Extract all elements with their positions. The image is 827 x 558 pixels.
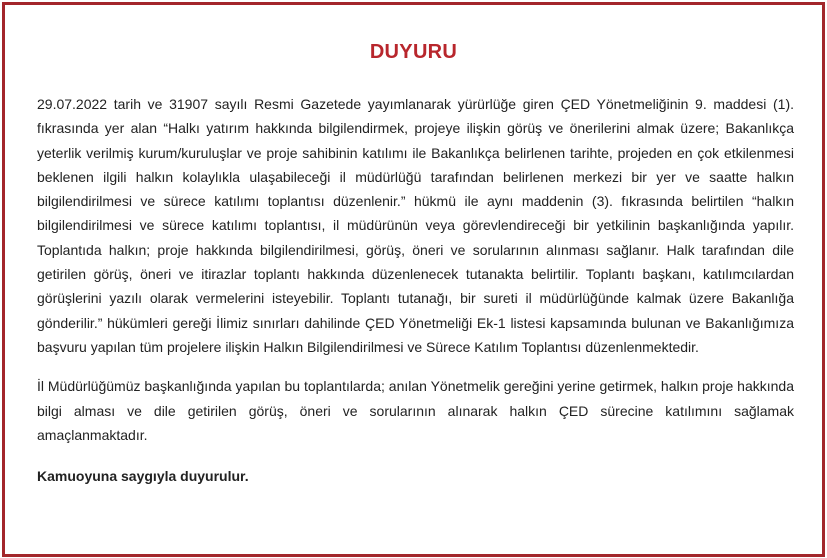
announcement-body [37, 92, 794, 488]
announcement-paragraph-2: İl Müdürlüğümüz başkanlığında yapılan bu toplantılarda; anılan Yönetmelik gereğini yerine getirmek, halkın proje hakkında bilgi alması ve dile getirilen görüş, öneri ve sorularının alınarak halkın ÇED sürecine katılımını sağlamak amaçlanmaktadır. [37, 378, 794, 443]
closing-statement: Kamuoyuna saygıyla duyurulur. [37, 468, 249, 485]
page-title: DUYURU [369, 41, 458, 63]
announcement-frame [2, 2, 825, 557]
announcement-paragraph-1: 29.07.2022 tarih ve 31907 sayılı Resmi Gazetede yayımlanarak yürürlüğe giren ÇED Yönetmeliğinin 9. maddesi (1). fıkrasında yer alan “Halkı yatırım hakkında bilgilendirmek, projeye ilişkin görüş ve önerilerini almak üzere; Bakanlıkça yeterlik verilmiş kurum/kuruluşlar ve proje sahibinin katılımı ile Bakanlıkça belirlenen tarihte, projeden en çok etkilenmesi beklenen ilgili halkın kolaylıkla ulaşabileceği il müdürlüğü tarafından belirlenen merkezi bir yer ve saatte halkın bilgilendirilmesi ve sürece katılımı toplantısı düzenlenir.” hükmü ile aynı maddenin (3). fıkrasında belirtilen “halkın bilgilendirilmesi ve sürece katılımı toplantısı, il müdürünün veya görevlendireceği bir yetkilinin başkanlığında yapılır. Toplantıda halkın; proje hakkında bilgilendirilmesi, görüş, öneri ve sorularının alınması sağlanır. Halk tarafından dile getirilen görüş, öneri ve itirazlar toplantı hakkında düzenlenecek tutanakta belirtilir. Toplantı başkanı, katılımcılardan görüşlerini yazılı olarak vermelerini isteyebilir. Toplantı tutanağı, bir sureti il müdürlüğünde kalmak üzere Bakanlığa gönderilir.” hükümleri gereği İlimiz sınırları dahilinde ÇED Yönetmeliği Ek-1 listesi kapsamında bulunan ve Bakanlığımıza başvuru yapılan tüm projelere ilişkin Halkın Bilgilendirilmesi ve Sürece Katılım Toplantısı düzenlenmektedir. [37, 96, 794, 355]
